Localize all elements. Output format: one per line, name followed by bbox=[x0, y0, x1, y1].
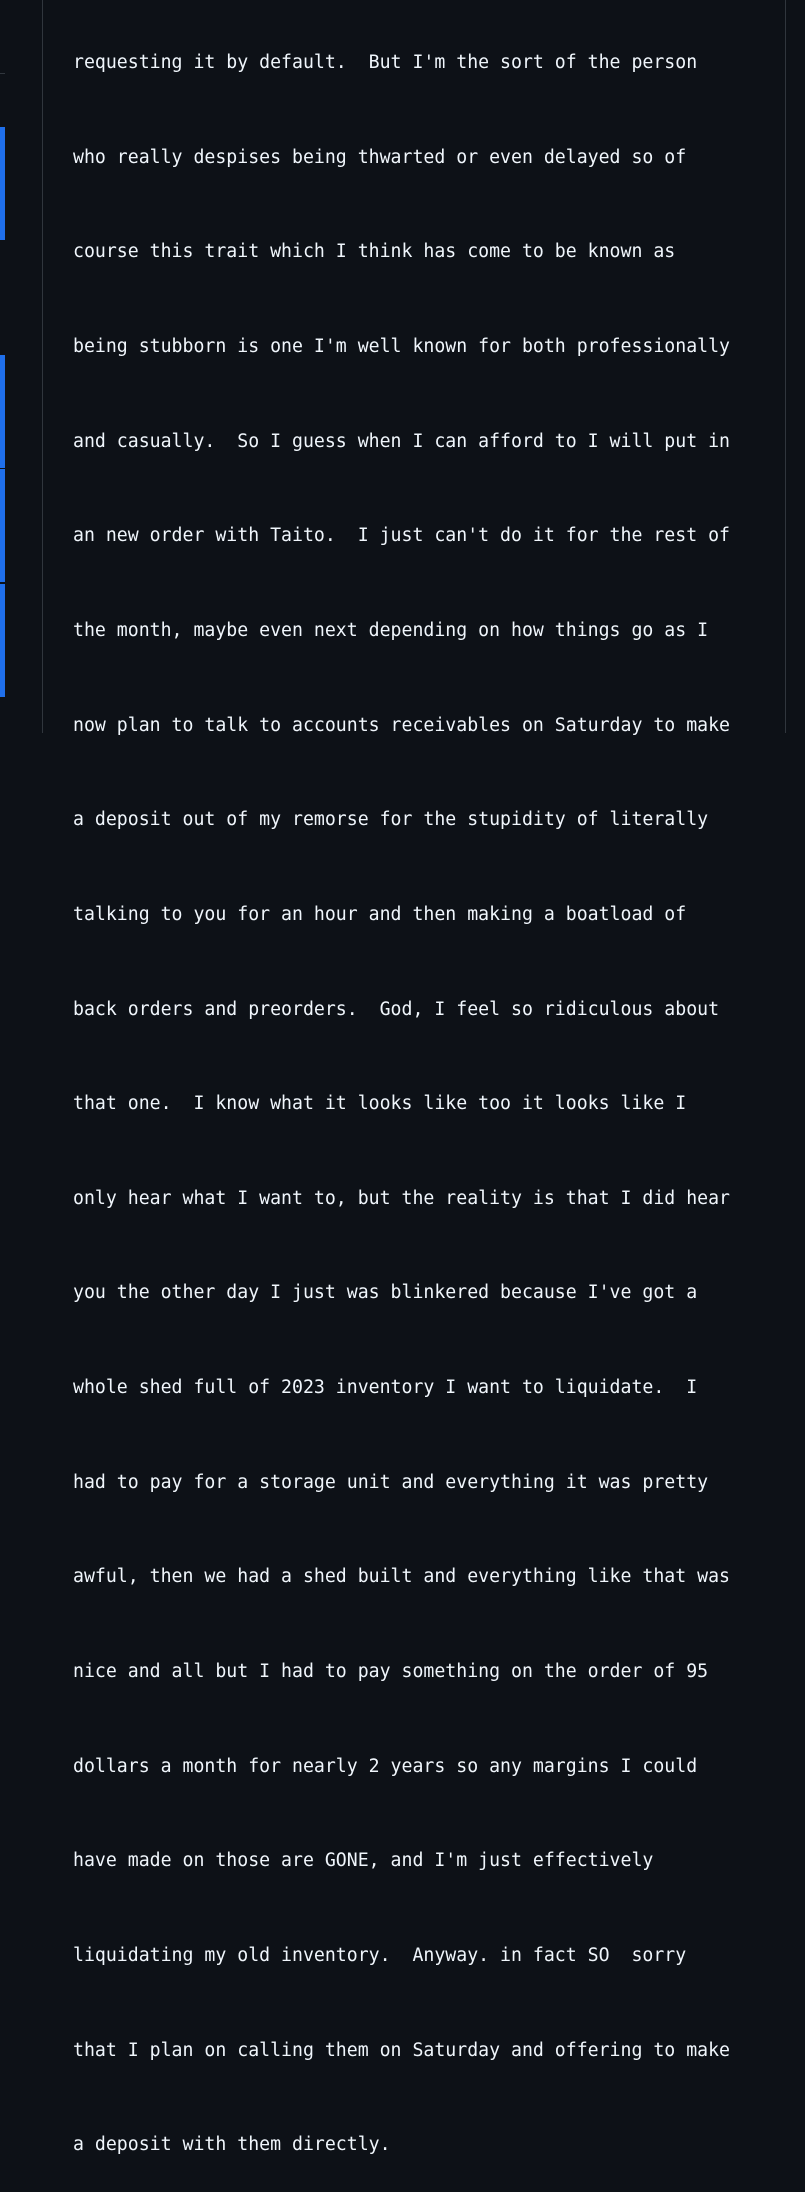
message-line: that I plan on calling them on Saturday and offering to make bbox=[73, 2039, 730, 2061]
message-line: dollars a month for nearly 2 years so any margins I could bbox=[73, 1755, 698, 1777]
content-border-right bbox=[785, 0, 786, 733]
message-line: only hear what I want to, but the reality is that I did hear bbox=[73, 1187, 730, 1209]
message-line: an new order with Taito. I just can't do it for the rest of bbox=[73, 525, 730, 547]
message-line: a deposit out of my remorse for the stupidity of literally bbox=[73, 809, 709, 831]
message-line: back orders and preorders. God, I feel so ridiculous about bbox=[73, 998, 720, 1020]
message-line: awful, then we had a shed built and everything like that was bbox=[73, 1566, 730, 1588]
message-line: nice and all but I had to pay something on the order of 95 bbox=[73, 1660, 709, 1682]
message-line: who really despises being thwarted or even delayed so of bbox=[73, 146, 687, 168]
gutter-divider bbox=[0, 73, 5, 74]
message-line: a deposit with them directly. bbox=[73, 2134, 391, 2156]
message-line: you the other day I just was blinkered because I've got a bbox=[73, 1282, 698, 1304]
message-line: now plan to talk to accounts receivables on Saturday to make bbox=[73, 714, 730, 736]
sidebar-active-marker[interactable] bbox=[0, 584, 5, 697]
sidebar-active-marker[interactable] bbox=[0, 469, 5, 582]
message-line: have made on those are GONE, and I'm just effectively bbox=[73, 1850, 654, 1872]
message-body bbox=[73, 0, 778, 2192]
sidebar-active-marker[interactable] bbox=[0, 355, 5, 468]
message-line: and casually. So I guess when I can afford to I will put in bbox=[73, 430, 730, 452]
message-line: whole shed full of 2023 inventory I want to liquidate. I bbox=[73, 1377, 698, 1399]
sidebar-active-marker[interactable] bbox=[0, 127, 5, 240]
message-line: requesting it by default. But I'm the sort of the person bbox=[73, 52, 698, 74]
message-line: that one. I know what it looks like too it looks like I bbox=[73, 1093, 687, 1115]
message-line: had to pay for a storage unit and everything it was pretty bbox=[73, 1471, 709, 1493]
sidebar-gutter bbox=[0, 0, 5, 733]
message-line: talking to you for an hour and then making a boatload of bbox=[73, 903, 687, 925]
content-border-left bbox=[42, 0, 43, 733]
message-line: course this trait which I think has come to be known as bbox=[73, 241, 676, 263]
message-line: being stubborn is one I'm well known for both professionally bbox=[73, 336, 730, 358]
message-line: the month, maybe even next depending on how things go as I bbox=[73, 619, 709, 641]
message-line: liquidating my old inventory. Anyway. in fact SO sorry bbox=[73, 1944, 687, 1966]
